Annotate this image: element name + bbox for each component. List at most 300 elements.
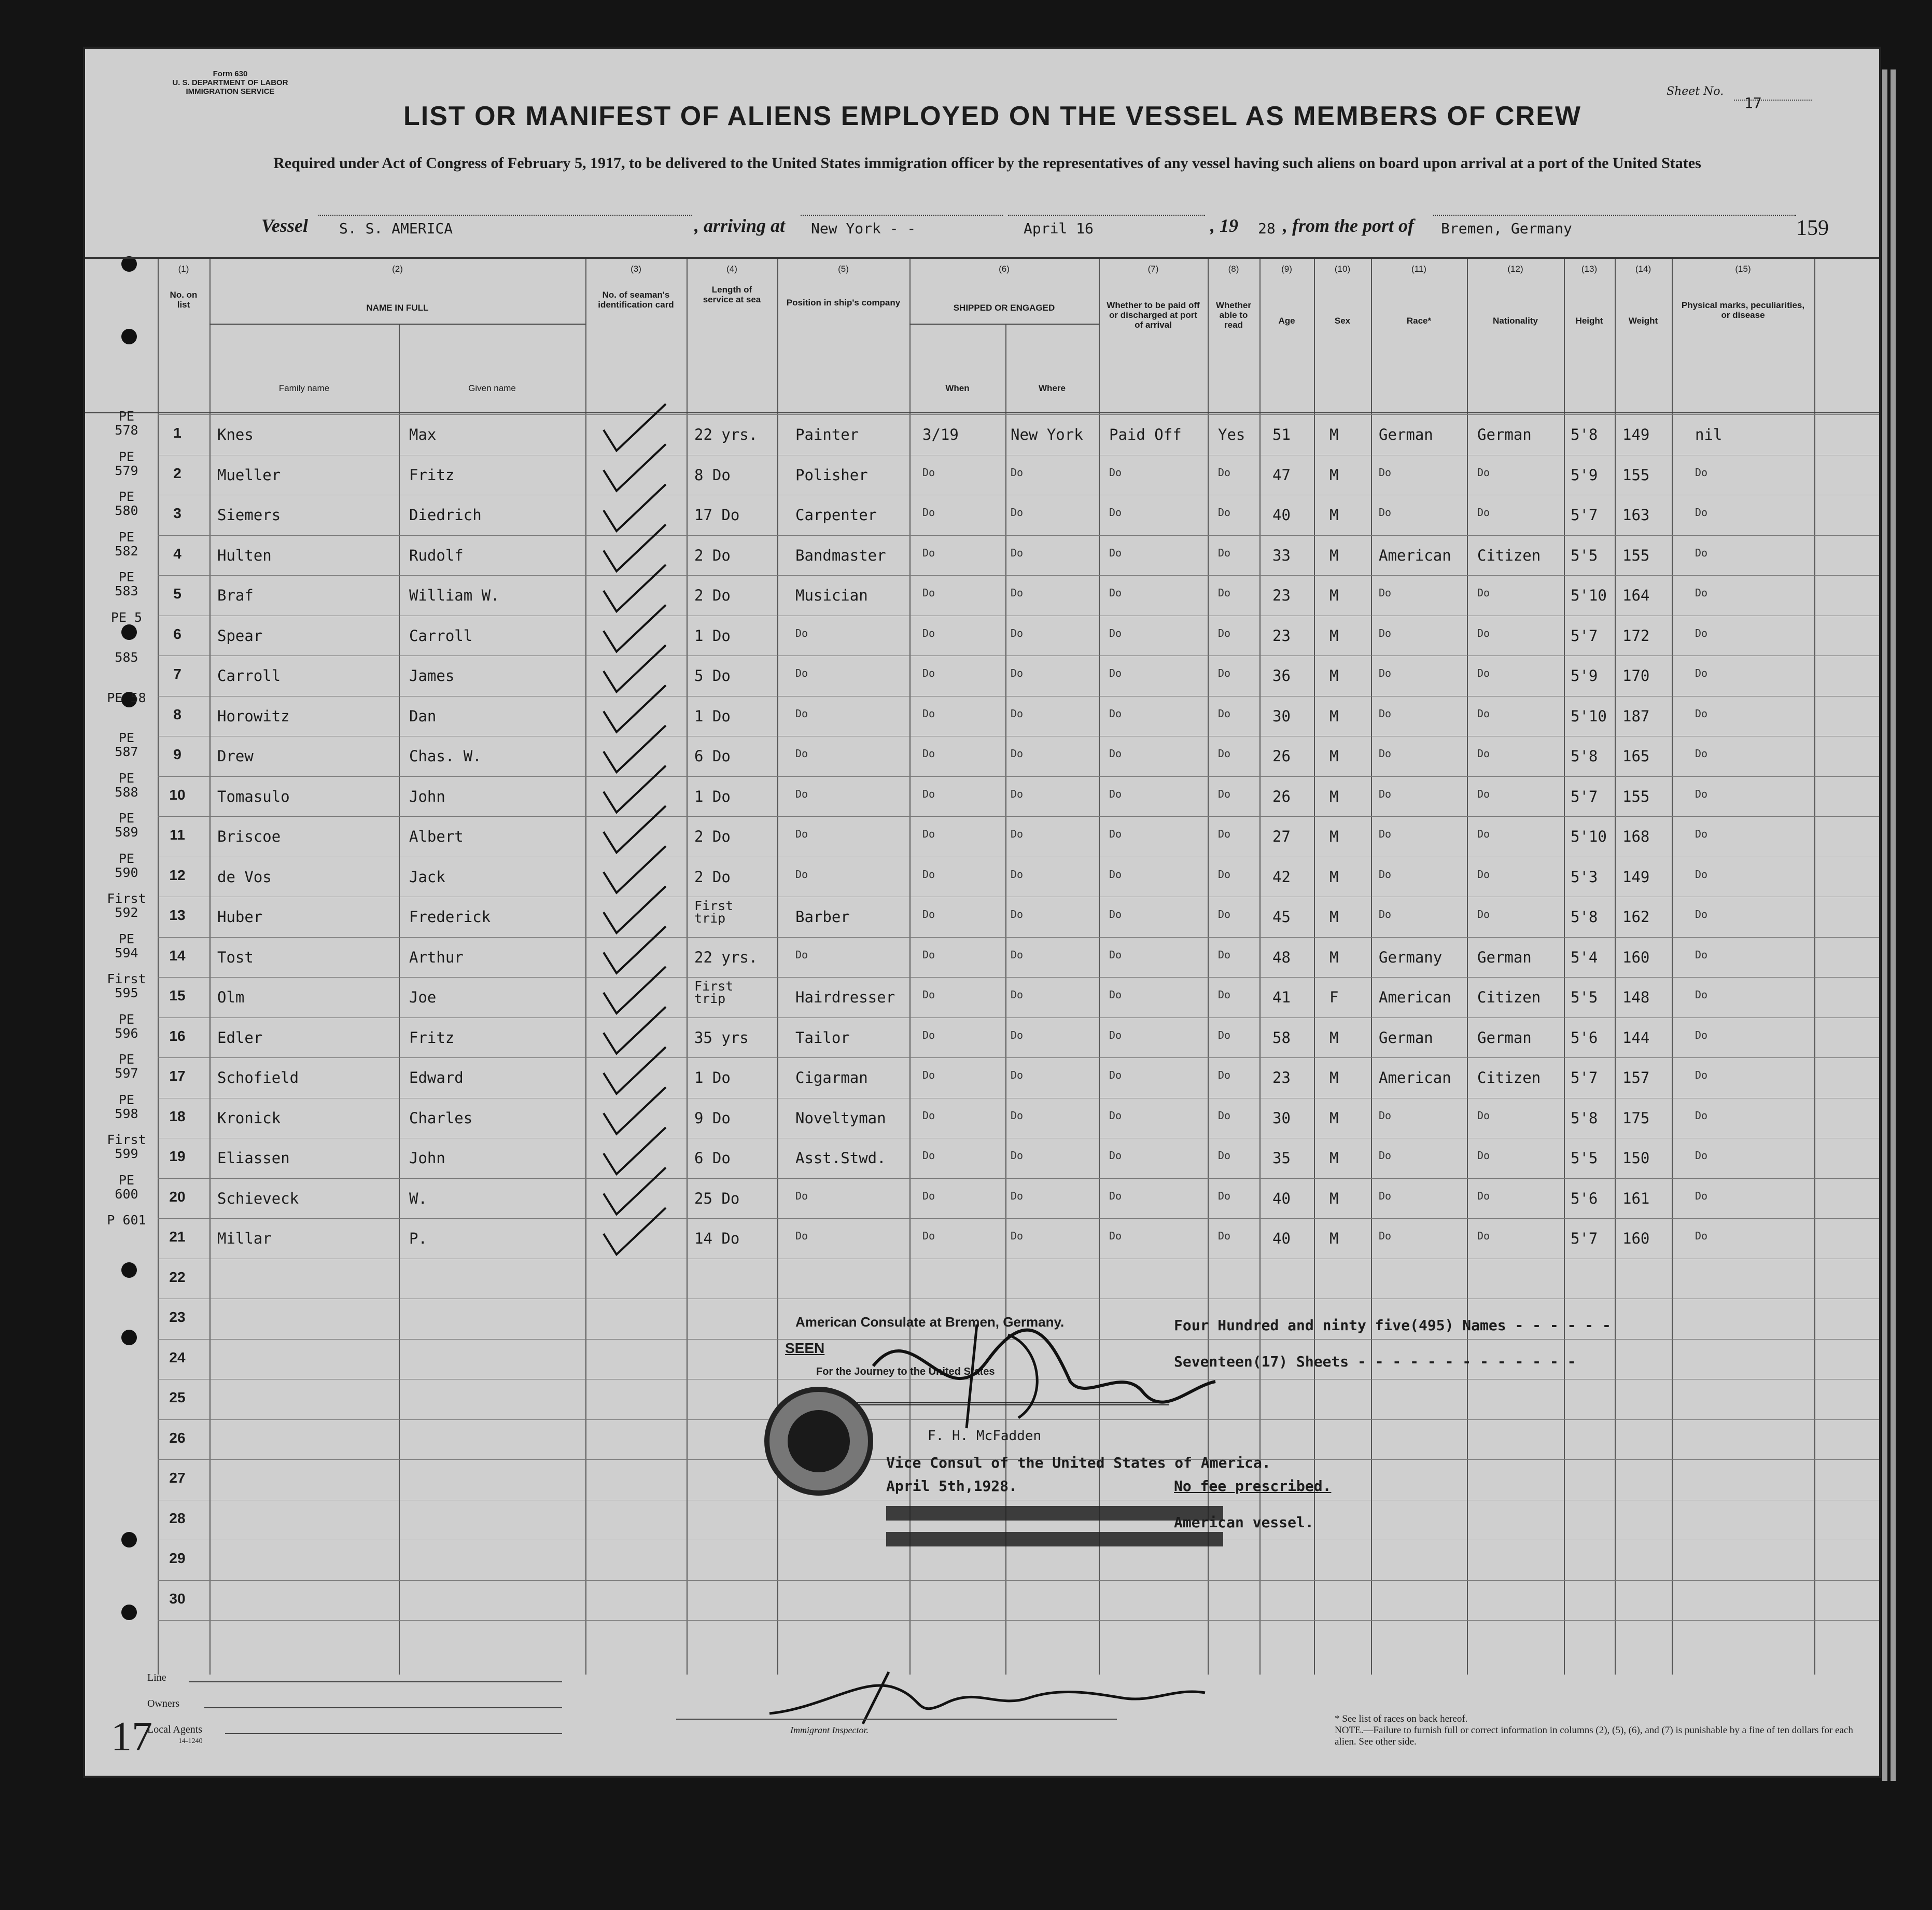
marks-cell: Do xyxy=(1695,1109,1708,1122)
height-cell: 5'7 xyxy=(1571,1069,1598,1086)
vessel-label: Vessel xyxy=(261,215,308,236)
pe-number: PE 579 xyxy=(115,449,138,478)
year-prefix: , 19 xyxy=(1210,215,1238,236)
shipped-when-cell: 3/19 xyxy=(922,426,959,443)
marks-cell: Do xyxy=(1695,988,1708,1001)
shipped-when-cell: Do xyxy=(922,948,935,961)
check-mark xyxy=(604,444,666,491)
position-cell: Do xyxy=(795,667,808,679)
form-line: IMMIGRATION SERVICE xyxy=(186,87,275,96)
pe-number: P 601 xyxy=(107,1212,146,1228)
fee-note: No fee prescribed. xyxy=(1174,1477,1332,1495)
able-read-cell: Do xyxy=(1218,1028,1231,1041)
shipped-when-cell: Do xyxy=(922,988,935,1001)
from-port-label: , from the port of xyxy=(1283,215,1415,236)
weight-cell: 172 xyxy=(1622,626,1650,645)
height-cell: 5'8 xyxy=(1571,908,1598,926)
paid-off-cell: Do xyxy=(1109,988,1122,1001)
header-position: Position in ship's company xyxy=(786,298,901,308)
shipped-where-cell: Do xyxy=(1011,1028,1024,1041)
col-number: (12) xyxy=(1507,264,1523,274)
service-cell: First trip xyxy=(694,898,734,926)
family-name-cell: Horowitz xyxy=(217,707,290,725)
race-cell: Do xyxy=(1379,707,1392,720)
position-cell: Do xyxy=(795,948,808,961)
marks-cell: Do xyxy=(1695,1189,1708,1202)
age-cell: 30 xyxy=(1272,1109,1291,1127)
race-cell: Do xyxy=(1379,506,1392,519)
penalty-footnote: NOTE.—Failure to furnish full or correct information in columns (2), (5), (6), and (7) is punishable by a fine of ten dollars for each alien. See other side. xyxy=(1335,1725,1853,1747)
paid-off-cell: Do xyxy=(1109,1109,1122,1122)
sex-cell: M xyxy=(1329,587,1339,604)
line-number: 30 xyxy=(169,1590,186,1607)
shipped-where-cell: Do xyxy=(1011,908,1024,921)
age-cell: 45 xyxy=(1272,908,1291,926)
arrival-port: New York - - xyxy=(811,220,916,237)
shipped-when-cell: Do xyxy=(922,1069,935,1081)
line-number: 12 xyxy=(169,867,186,883)
col-number: (6) xyxy=(999,264,1010,274)
shipped-where-cell: Do xyxy=(1011,868,1024,881)
shipped-where-cell: Do xyxy=(1011,587,1024,599)
shipped-where-cell: Do xyxy=(1011,1069,1024,1081)
race-cell: Do xyxy=(1379,1149,1392,1162)
position-cell: Bandmaster xyxy=(795,546,886,564)
pe-number: 585 xyxy=(115,650,138,665)
age-cell: 30 xyxy=(1272,707,1291,725)
arriving-label: , arriving at xyxy=(694,215,786,236)
height-cell: 5'5 xyxy=(1571,988,1598,1006)
able-read-cell: Do xyxy=(1218,626,1231,639)
service-cell: 2 Do xyxy=(694,587,731,604)
position-cell: Do xyxy=(795,747,808,760)
able-read-cell: Do xyxy=(1218,707,1231,720)
sex-cell: M xyxy=(1329,1109,1339,1127)
height-cell: 5'7 xyxy=(1571,506,1598,524)
weight-cell: 162 xyxy=(1622,908,1650,926)
pe-number: PE 582 xyxy=(115,529,138,559)
able-read-cell: Do xyxy=(1218,988,1231,1001)
line-number: 11 xyxy=(170,827,185,843)
header-age: Age xyxy=(1278,316,1295,326)
family-name-cell: Olm xyxy=(217,988,245,1006)
arrival-date: April 16 xyxy=(1024,220,1094,237)
col-number: (5) xyxy=(838,264,849,274)
col-number: (7) xyxy=(1147,264,1159,274)
check-mark xyxy=(604,1208,666,1254)
sheets-count: Seventeen(17) Sheets - - - - - - - - - - - - - xyxy=(1174,1353,1576,1370)
line-number: 22 xyxy=(169,1268,186,1285)
service-cell: 22 yrs. xyxy=(694,948,758,966)
header-shipped: SHIPPED OR ENGAGED xyxy=(953,303,1055,313)
line-number: 4 xyxy=(173,545,181,562)
height-cell: 5'7 xyxy=(1571,626,1598,645)
line-number: 14 xyxy=(169,947,186,964)
family-name-cell: Braf xyxy=(217,587,254,604)
weight-cell: 168 xyxy=(1622,828,1650,845)
given-name-cell: Fritz xyxy=(409,1028,455,1047)
nationality-cell: Do xyxy=(1477,1149,1490,1162)
certification-date: April 5th,1928. xyxy=(886,1477,1017,1495)
arrival-year: 28 xyxy=(1258,220,1276,237)
service-cell: 14 Do xyxy=(694,1230,740,1247)
vessel-type: American vessel. xyxy=(1174,1514,1314,1531)
check-mark xyxy=(604,886,666,933)
given-name-cell: Joe xyxy=(409,988,437,1006)
race-cell: Do xyxy=(1379,1230,1392,1242)
line-number: 15 xyxy=(169,987,186,1003)
sex-cell: M xyxy=(1329,667,1339,685)
shipped-where-cell: Do xyxy=(1011,948,1024,961)
sex-cell: M xyxy=(1329,506,1339,524)
check-mark xyxy=(604,1168,666,1215)
age-cell: 26 xyxy=(1272,747,1291,765)
shipped-when-cell: Do xyxy=(922,466,935,479)
check-mark xyxy=(604,1127,666,1174)
shipped-when-cell: Do xyxy=(922,787,935,800)
given-name-cell: W. xyxy=(409,1189,427,1207)
able-read-cell: Do xyxy=(1218,466,1231,479)
sex-cell: M xyxy=(1329,546,1339,564)
family-name-cell: Tomasulo xyxy=(217,787,290,805)
pe-number: First 592 xyxy=(107,891,146,920)
paid-off-cell: Do xyxy=(1109,466,1122,479)
pe-number: PE 587 xyxy=(115,730,138,759)
header-nationality: Nationality xyxy=(1493,316,1538,326)
pe-number: PE 598 xyxy=(115,1092,138,1121)
given-name-cell: P. xyxy=(409,1230,427,1247)
family-name-cell: Drew xyxy=(217,747,254,765)
marks-cell: Do xyxy=(1695,506,1708,519)
marks-cell: Do xyxy=(1695,667,1708,679)
race-cell: American xyxy=(1379,1069,1451,1086)
pe-number: PE 594 xyxy=(115,931,138,960)
race-cell: Do xyxy=(1379,626,1392,639)
service-cell: First trip xyxy=(694,979,734,1006)
paid-off-cell: Do xyxy=(1109,667,1122,679)
header-height: Height xyxy=(1575,316,1603,326)
journey-line: For the Journey to the United States xyxy=(816,1366,995,1377)
marks-cell: Do xyxy=(1695,868,1708,881)
family-name-cell: Kronick xyxy=(217,1109,281,1127)
sex-cell: M xyxy=(1329,626,1339,645)
col-number: (14) xyxy=(1635,264,1651,274)
weight-cell: 163 xyxy=(1622,506,1650,524)
header-marks: Physical marks, peculiarities, or disease xyxy=(1681,300,1805,320)
position-cell: Tailor xyxy=(795,1028,850,1047)
family-name-cell: Briscoe xyxy=(217,828,281,845)
sheet-number-value: 17 xyxy=(1744,94,1762,111)
sex-cell: M xyxy=(1329,747,1339,765)
nationality-cell: Do xyxy=(1477,667,1490,679)
marks-cell: Do xyxy=(1695,626,1708,639)
family-name-cell: Eliassen xyxy=(217,1149,290,1167)
paid-off-cell: Do xyxy=(1109,747,1122,760)
shipped-where-cell: Do xyxy=(1011,466,1024,479)
family-name-cell: Siemers xyxy=(217,506,281,524)
height-cell: 5'10 xyxy=(1571,828,1607,845)
marks-cell: Do xyxy=(1695,1230,1708,1242)
header-no-on-list: No. on list xyxy=(170,290,198,310)
shipped-where-cell: Do xyxy=(1011,626,1024,639)
given-name-cell: Albert xyxy=(409,828,464,845)
header-given-name: Given name xyxy=(468,383,516,393)
race-cell: Do xyxy=(1379,747,1392,760)
service-cell: 25 Do xyxy=(694,1189,740,1207)
check-mark xyxy=(604,806,666,853)
pe-number: PE 578 xyxy=(115,409,138,438)
weight-cell: 144 xyxy=(1622,1028,1650,1047)
weight-cell: 157 xyxy=(1622,1069,1650,1086)
shipped-where-cell: Do xyxy=(1011,1230,1024,1242)
vice-consul-title: Vice Consul of the United States of America. xyxy=(886,1454,1271,1471)
line-number: 28 xyxy=(169,1510,186,1526)
family-name-cell: de Vos xyxy=(217,868,272,886)
vessel-name: S. S. AMERICA xyxy=(339,220,453,237)
check-mark xyxy=(604,927,666,973)
nationality-cell: Do xyxy=(1477,787,1490,800)
given-name-cell: John xyxy=(409,1149,445,1167)
marks-cell: Do xyxy=(1695,948,1708,961)
race-cell: German xyxy=(1379,1028,1433,1047)
shipped-where-cell: Do xyxy=(1011,1109,1024,1122)
consulate-line: American Consulate at Bremen, Germany. xyxy=(795,1314,1065,1330)
age-cell: 58 xyxy=(1272,1028,1291,1047)
service-cell: 6 Do xyxy=(694,1149,731,1167)
position-cell: Musician xyxy=(795,587,868,604)
stacked-page-edge xyxy=(1891,69,1896,1781)
footer-form-code: 14-1240 xyxy=(178,1737,203,1745)
line-number: 16 xyxy=(169,1027,186,1044)
shipped-where-cell: Do xyxy=(1011,1189,1024,1202)
sex-cell: M xyxy=(1329,1149,1339,1167)
seen-stamp: SEEN xyxy=(785,1340,825,1356)
age-cell: 27 xyxy=(1272,828,1291,845)
race-cell: Do xyxy=(1379,1109,1392,1122)
check-mark xyxy=(604,525,666,571)
shipped-when-cell: Do xyxy=(922,546,935,559)
pe-number: PE 600 xyxy=(115,1172,138,1202)
position-cell: Do xyxy=(795,1189,808,1202)
header-paid-off: Whether to be paid off or discharged at port of arrival xyxy=(1107,300,1200,330)
check-mark xyxy=(604,686,666,732)
age-cell: 40 xyxy=(1272,1230,1291,1247)
shipped-where-cell: Do xyxy=(1011,828,1024,840)
service-cell: 1 Do xyxy=(694,1069,731,1086)
line-number: 21 xyxy=(169,1229,186,1245)
pe-number: PE 596 xyxy=(115,1011,138,1041)
able-read-cell: Do xyxy=(1218,1069,1231,1081)
col-number: (1) xyxy=(178,264,189,274)
line-number: 20 xyxy=(169,1188,186,1205)
nationality-cell: German xyxy=(1477,948,1532,966)
given-name-cell: Fritz xyxy=(409,466,455,484)
weight-cell: 149 xyxy=(1622,426,1650,443)
header-id-card: No. of seaman's identification card xyxy=(598,290,674,310)
redacted-block xyxy=(886,1532,1223,1546)
shipped-when-cell: Do xyxy=(922,667,935,679)
height-cell: 5'9 xyxy=(1571,667,1598,685)
weight-cell: 149 xyxy=(1622,868,1650,886)
header-name-in-full: NAME IN FULL xyxy=(366,303,429,313)
paid-off-cell: Do xyxy=(1109,1069,1122,1081)
service-cell: 6 Do xyxy=(694,747,731,765)
able-read-cell: Do xyxy=(1218,506,1231,519)
col-number: (3) xyxy=(631,264,641,274)
family-name-cell: Millar xyxy=(217,1230,272,1247)
header-length-service: Length of service at sea xyxy=(703,285,761,304)
col-number: (8) xyxy=(1228,264,1239,274)
nationality-cell: Do xyxy=(1477,1230,1490,1242)
able-read-cell: Do xyxy=(1218,1149,1231,1162)
inspector-label: Immigrant Inspector. xyxy=(790,1725,869,1735)
family-name-cell: Edler xyxy=(217,1028,263,1047)
shipped-when-cell: Do xyxy=(922,626,935,639)
height-cell: 5'4 xyxy=(1571,948,1598,966)
nationality-cell: German xyxy=(1477,1028,1532,1047)
family-name-cell: Knes xyxy=(217,426,254,443)
pe-number: PE 588 xyxy=(115,770,138,800)
footer-agents-label: Local Agents xyxy=(147,1724,203,1735)
nationality-cell: Do xyxy=(1477,626,1490,639)
shipped-when-cell: Do xyxy=(922,1109,935,1122)
shipped-when-cell: Do xyxy=(922,868,935,881)
line-number: 6 xyxy=(173,625,181,642)
race-cell: Do xyxy=(1379,667,1392,679)
position-cell: Barber xyxy=(795,908,850,926)
line-number: 26 xyxy=(169,1429,186,1446)
race-footnote: * See list of races on back hereof. xyxy=(1335,1713,1468,1724)
height-cell: 5'6 xyxy=(1571,1028,1598,1047)
service-cell: 2 Do xyxy=(694,828,731,845)
shipped-when-cell: Do xyxy=(922,506,935,519)
inspector-rule xyxy=(676,1719,1117,1720)
race-cell: Do xyxy=(1379,1189,1392,1202)
line-number: 27 xyxy=(169,1470,186,1486)
height-cell: 5'8 xyxy=(1571,1109,1598,1127)
consul-signature xyxy=(852,1304,1226,1449)
weight-cell: 170 xyxy=(1622,667,1650,685)
given-name-cell: John xyxy=(409,787,445,805)
paid-off-cell: Do xyxy=(1109,1230,1122,1242)
able-read-cell: Do xyxy=(1218,546,1231,559)
race-cell: German xyxy=(1379,426,1433,443)
check-mark xyxy=(604,1007,666,1054)
given-name-cell: Diedrich xyxy=(409,506,482,524)
sex-cell: F xyxy=(1329,988,1339,1006)
paid-off-cell: Do xyxy=(1109,787,1122,800)
weight-cell: 155 xyxy=(1622,466,1650,484)
weight-cell: 155 xyxy=(1622,787,1650,805)
able-read-cell: Do xyxy=(1218,908,1231,921)
sex-cell: M xyxy=(1329,426,1339,443)
pe-number: First 595 xyxy=(107,971,146,1000)
height-cell: 5'6 xyxy=(1571,1189,1598,1207)
header-when: When xyxy=(945,383,970,393)
check-mark xyxy=(604,846,666,893)
marks-cell: Do xyxy=(1695,908,1708,921)
vice-consul-name: F. H. McFadden xyxy=(928,1428,1042,1444)
pe-number: PE 590 xyxy=(115,851,138,880)
paid-off-cell: Do xyxy=(1109,948,1122,961)
line-number: 9 xyxy=(173,746,181,762)
nationality-cell: Do xyxy=(1477,587,1490,599)
header-family-name: Family name xyxy=(278,383,330,393)
family-name-cell: Mueller xyxy=(217,466,281,484)
paid-off-cell: Do xyxy=(1109,868,1122,881)
page-title: LIST OR MANIFEST OF ALIENS EMPLOYED ON THE VESSEL AS MEMBERS OF CREW xyxy=(403,101,1581,131)
page-subtitle: Required under Act of Congress of February 5, 1917, to be delivered to the United States immigration officer by the representatives of any vessel having such aliens on board upon arrival at a port of the United States xyxy=(273,155,1701,172)
sex-cell: M xyxy=(1329,868,1339,886)
eagle-emblem xyxy=(788,1410,850,1472)
given-name-cell: William W. xyxy=(409,587,500,604)
shipped-where-cell: Do xyxy=(1011,667,1024,679)
race-cell: Do xyxy=(1379,908,1392,921)
marks-cell: Do xyxy=(1695,828,1708,840)
vessel-dotline xyxy=(318,215,692,216)
service-cell: 17 Do xyxy=(694,506,740,524)
race-cell: American xyxy=(1379,988,1451,1006)
position-cell: Cigarman xyxy=(795,1069,868,1086)
age-cell: 51 xyxy=(1272,426,1291,443)
height-cell: 5'5 xyxy=(1571,546,1598,564)
shipped-where-cell: Do xyxy=(1011,787,1024,800)
pe-number: PE 583 xyxy=(115,569,138,598)
footer-agents-rule xyxy=(225,1733,562,1734)
nationality-cell: Citizen xyxy=(1477,988,1541,1006)
marks-cell: Do xyxy=(1695,546,1708,559)
marks-cell: Do xyxy=(1695,787,1708,800)
position-cell: Noveltyman xyxy=(795,1109,886,1127)
shipped-when-cell: Do xyxy=(922,908,935,921)
col-number: (9) xyxy=(1281,264,1292,274)
service-cell: 1 Do xyxy=(694,626,731,645)
marks-cell: Do xyxy=(1695,587,1708,599)
age-cell: 36 xyxy=(1272,667,1291,685)
family-name-cell: Spear xyxy=(217,626,263,645)
service-cell: 8 Do xyxy=(694,466,731,484)
nationality-cell: Citizen xyxy=(1477,546,1541,564)
marks-cell: Do xyxy=(1695,1028,1708,1041)
pe-number: PE 58 xyxy=(107,690,146,705)
col-number: (11) xyxy=(1411,264,1426,274)
nationality-cell: Do xyxy=(1477,1109,1490,1122)
given-name-cell: Edward xyxy=(409,1069,464,1086)
stacked-page-edge xyxy=(1882,69,1887,1781)
able-read-cell: Do xyxy=(1218,1230,1231,1242)
check-mark xyxy=(604,766,666,813)
vessel-line xyxy=(85,215,1879,246)
given-name-cell: Frederick xyxy=(409,908,491,926)
position-cell: Do xyxy=(795,707,808,720)
check-mark xyxy=(604,726,666,772)
age-cell: 40 xyxy=(1272,1189,1291,1207)
sex-cell: M xyxy=(1329,707,1339,725)
line-number: 25 xyxy=(169,1389,186,1405)
race-cell: American xyxy=(1379,546,1451,564)
nationality-cell: Do xyxy=(1477,466,1490,479)
sex-cell: M xyxy=(1329,1069,1339,1086)
sex-cell: M xyxy=(1329,787,1339,805)
footer-owners-label: Owners xyxy=(147,1698,180,1709)
shipped-when-cell: Do xyxy=(922,747,935,760)
marks-cell: nil xyxy=(1695,426,1723,443)
check-mark xyxy=(604,1047,666,1094)
date-dotline xyxy=(1008,215,1205,216)
line-number: 19 xyxy=(169,1148,186,1164)
col-number: (10) xyxy=(1334,264,1351,274)
nationality-cell: Do xyxy=(1477,868,1490,881)
